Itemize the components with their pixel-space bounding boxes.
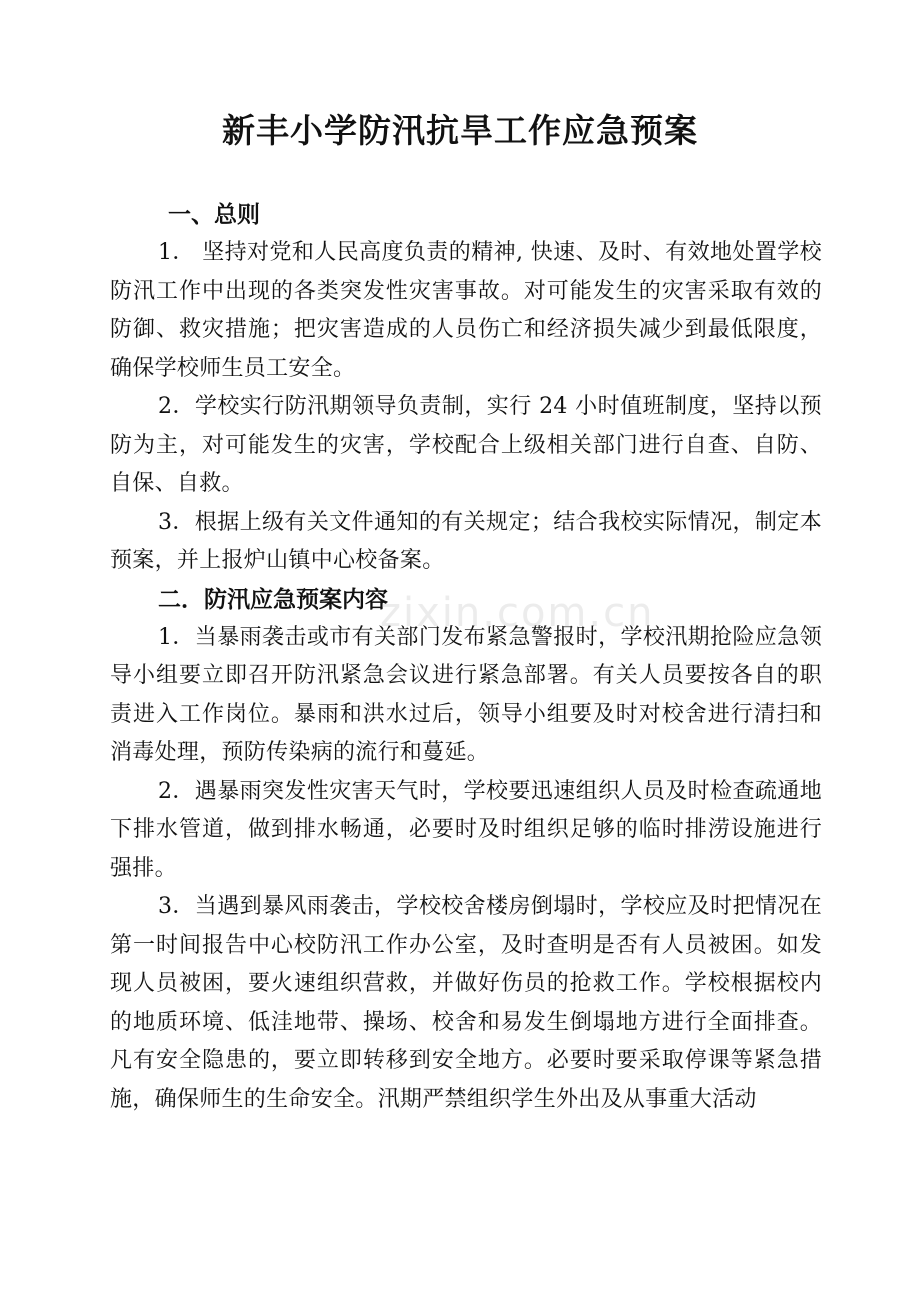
paragraph: 1． 坚持对党和人民高度负责的精神, 快速、及时、有效地处置学校防汛工作中出现的各类突发性灾害事故。对可能发生的灾害采取有效的防御、救灾措施；把灾害造成的人员伤亡和经济损失减少到最低限度，确保学校师生员工安全。 <box>110 240 822 381</box>
paragraph: 2．遇暴雨突发性灾害天气时，学校要迅速组织人员及时检查疏通地下排水管道，做到排水畅通，必要时及时组织足够的临时排涝设施进行强排。 <box>110 778 822 881</box>
paragraph: 1．当暴雨袭击或市有关部门发布紧急警报时，学校汛期抢险应急领导小组要立即召开防汛紧急会议进行紧急部署。有关人员要按各自的职责进入工作岗位。暴雨和洪水过后，领导小组要及时对校舍进行清扫和消毒处理，预防传染病的流行和蔓延。 <box>110 624 822 765</box>
document-title: 新丰小学防汛抗旱工作应急预案 <box>222 111 698 150</box>
section-heading-plan-content: 二．防汛应急预案内容 <box>158 585 388 613</box>
document-body <box>110 196 822 1119</box>
paragraph: 3．当遇到暴风雨袭击，学校校舍楼房倒塌时，学校应及时把情况在第一时间报告中心校防汛工作办公室，及时查明是否有人员被困。如发现人员被困，要火速组织营救，并做好伤员的抢救工作。学校根据校内的地质环境、低洼地带、操场、校舍和易发生倒塌地方进行全面排查。凡有安全隐患的，要立即转移到安全地方。必要时要采取停课等紧急措施，确保师生的生命安全。汛期严禁组织学生外出及从事重大活动 <box>110 894 822 1112</box>
paragraph: 2．学校实行防汛期领导负责制，实行 24 小时值班制度，坚持以预防为主，对可能发生的灾害，学校配合上级相关部门进行自查、自防、自保、自救。 <box>110 394 822 496</box>
watermark: zixin.com.cn <box>380 590 655 636</box>
paragraph: 3．根据上级有关文件通知的有关规定；结合我校实际情况，制定本预案，并上报炉山镇中心校备案。 <box>110 509 822 573</box>
section-heading-general: 一、总则 <box>168 201 260 228</box>
